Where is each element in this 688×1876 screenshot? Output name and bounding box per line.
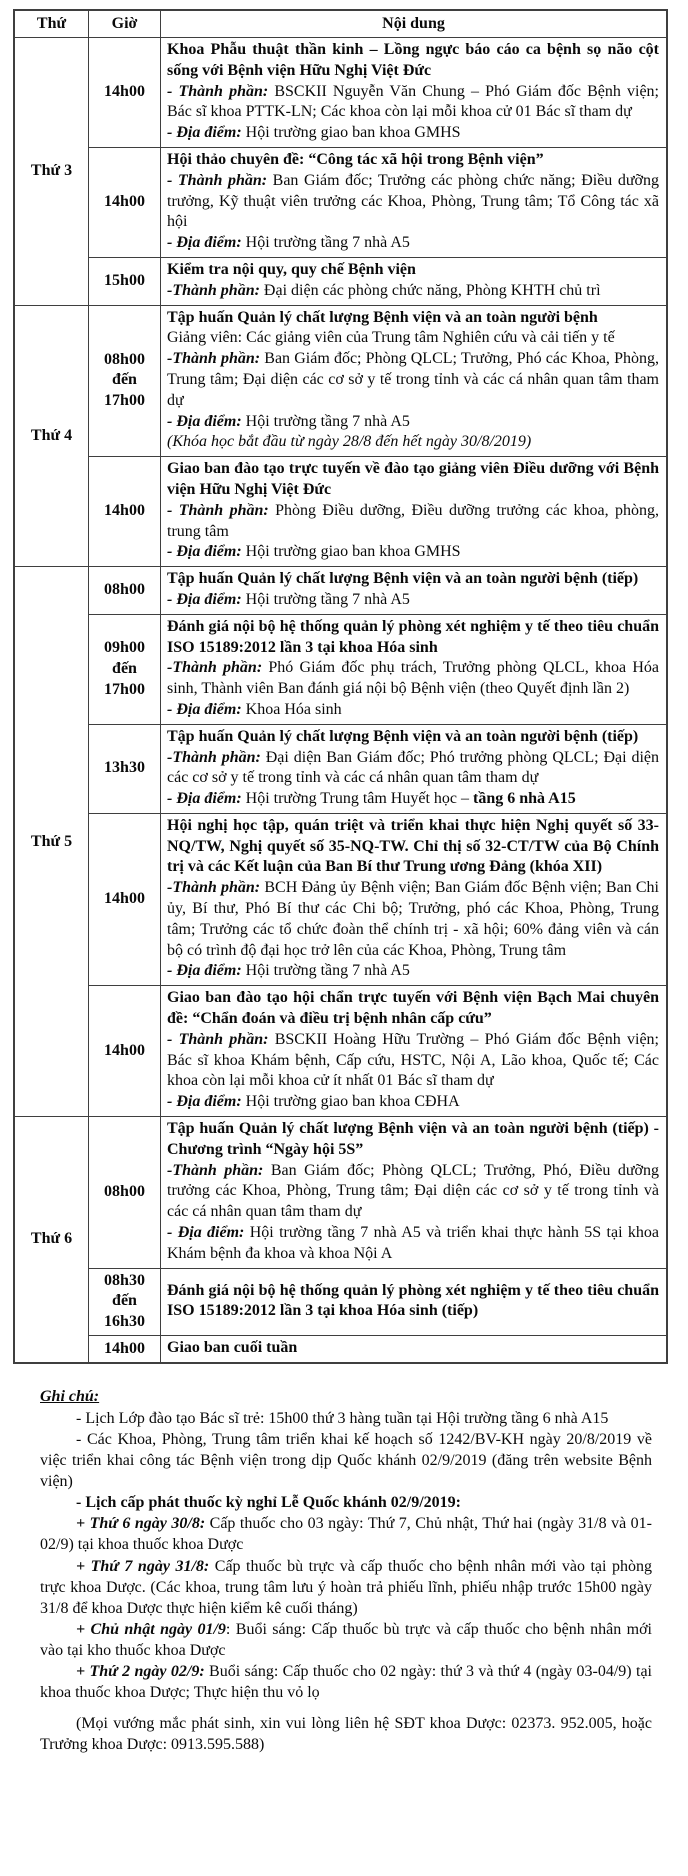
paragraph (167, 501, 659, 543)
event-row (14, 813, 667, 985)
text-segment: - Địa điểm: (167, 590, 246, 608)
paragraph (167, 1338, 659, 1359)
paragraph (167, 432, 659, 453)
text-segment: - Lịch cấp phát thuốc kỳ nghỉ Lễ Quốc khánh 02/9/2019: (76, 1494, 461, 1512)
paragraph (167, 82, 659, 124)
text-segment: Hội trường tầng 7 nhà A5 và triển khai thực hành 5S tại khoa Khám bệnh đa khoa và khoa Nội A (167, 1224, 659, 1262)
day-cell: Thứ 5 (14, 567, 89, 1117)
text-segment: Cấp thuốc cho 03 ngày: Thứ 7, Chủ nhật, Thứ hai (ngày 31/8 và 01-02/9) tại khoa thuốc khoa Dược (40, 1515, 652, 1554)
text-segment: - Địa điểm: (167, 124, 246, 142)
time-cell (89, 257, 161, 305)
paragraph (167, 569, 659, 590)
paragraph (167, 1161, 659, 1223)
text-segment: Giảng viên: Các giảng viên của Trung tâm Nghiên cứu và cải tiến y tế (167, 329, 615, 347)
content-cell (161, 38, 668, 148)
paragraph (167, 1092, 659, 1113)
text-segment: -Thành phần: (167, 281, 264, 299)
event-row (14, 38, 667, 148)
text-segment: - Thành phần: (167, 82, 275, 100)
text-segment: Hội thảo chuyên đề: “Công tác xã hội trong Bệnh viện” (167, 150, 544, 168)
time-line: đến (112, 659, 137, 677)
day-cell: Thứ 6 (14, 1117, 89, 1363)
paragraph (167, 816, 659, 878)
time-cell (89, 1336, 161, 1363)
time-line: 14h00 (104, 1339, 145, 1357)
notes-list (40, 1408, 652, 1756)
time-cell (89, 986, 161, 1117)
text-segment: - Địa điểm: (167, 962, 246, 980)
day-cell: Thứ 3 (14, 38, 89, 306)
text-segment: Hội trường giao ban khoa GMHS (245, 124, 461, 142)
time-cell (89, 813, 161, 985)
text-segment: - Địa điểm: (167, 700, 246, 718)
text-segment: - Địa điểm: (167, 234, 246, 252)
time-line: 17h00 (104, 392, 145, 410)
text-segment: BSCKII Hoàng Hữu Trường – Phó Giám đốc Bệnh viện; Bác sĩ khoa Khám bệnh, Cấp cứu, HSTC, Nội A, Lão khoa, Quốc tế; Các khoa còn lại mỗi khoa cử ít nhất 01 Bác sĩ tham dự (167, 1030, 660, 1090)
content-cell (161, 1268, 668, 1335)
time-cell (89, 305, 161, 457)
text-segment: + Chủ nhật ngày 01/9 (76, 1620, 226, 1638)
paragraph (167, 878, 659, 961)
text-segment: Ban Giám đốc; Phòng QLCL; Trưởng, Phó các Khoa, Phòng, Trung tâm; Đại diện các cơ sở y tế trong tỉnh và các cá nhân quan tâm tham dự (167, 350, 660, 409)
paragraph (167, 658, 659, 700)
event-row (14, 567, 667, 615)
text-segment: Buổi sáng: Cấp thuốc cho 02 ngày: thứ 3 và thứ 4 (ngày 03-04/9) tại khoa thuốc khoa Dược; Thực hiện thu vỏ lọ (40, 1663, 652, 1702)
text-segment: - Địa điểm: (167, 1093, 246, 1111)
text-segment: : Buổi sáng: Cấp thuốc bù trực và cấp thuốc cho bệnh nhân mới vào tại kho thuốc khoa Dược (40, 1620, 652, 1660)
text-segment: (Mọi vướng mắc phát sinh, xin vui lòng liên hệ SĐT khoa Dược: 02373. 952.005, hoặc Trưởng khoa Dược: 0913.595.588) (40, 1715, 652, 1754)
text-segment: Giao ban đào tạo hội chẩn trực tuyến với Bệnh viện Bạch Mai chuyên đề: “Chẩn đoán và điều trị bệnh nhân cấp cứu” (167, 989, 659, 1028)
paragraph (167, 748, 659, 790)
note-paragraph (40, 1513, 652, 1555)
paragraph (167, 1030, 659, 1092)
time-line: 14h00 (104, 1041, 145, 1059)
text-segment: - Lịch Lớp đào tạo Bác sĩ trẻ: 15h00 thứ 3 hàng tuần tại Hội trường tầng 6 nhà A15 (76, 1409, 609, 1427)
header-day: Thứ (14, 10, 89, 38)
paragraph (167, 789, 659, 810)
content-cell (161, 614, 668, 724)
time-cell (89, 724, 161, 813)
text-segment: Đánh giá nội bộ hệ thống quản lý phòng xét nghiệm y tế theo tiêu chuẩn ISO 15189:2012 lần 3 tại khoa Hóa sinh (tiếp) (167, 1281, 659, 1320)
time-line: 14h00 (104, 193, 145, 211)
paragraph (167, 617, 659, 659)
text-segment: Hội trường tầng 7 nhà A5 (245, 962, 410, 980)
event-row (14, 147, 667, 257)
note-paragraph (40, 1556, 652, 1619)
note-paragraph (40, 1408, 652, 1429)
schedule-header (14, 10, 667, 38)
time-cell (89, 1268, 161, 1335)
header-content: Nội dung (161, 10, 668, 38)
text-segment: -Thành phần: (167, 748, 266, 766)
paragraph (167, 281, 659, 302)
time-cell (89, 457, 161, 567)
paragraph (167, 412, 659, 433)
text-segment: -Thành phần: (167, 659, 269, 677)
time-cell (89, 567, 161, 615)
time-line: 13h30 (104, 759, 145, 777)
text-segment: Đại diện Ban Giám đốc; Phó trưởng phòng QLCL; Đại diện các cơ sở y tế trong tỉnh và các cá nhân quan tâm tham dự (167, 748, 660, 787)
text-segment: - Thành phần: (167, 171, 273, 189)
text-segment: - Thành phần: (167, 1030, 275, 1048)
text-segment: - Thành phần: (167, 501, 276, 519)
time-line: đến (112, 1292, 137, 1310)
text-segment: - Các Khoa, Phòng, Trung tâm triển khai kế hoạch số 1242/BV-KH ngày 20/8/2019 về việc triển khai công tác Bệnh viện trong dịp Quốc khánh 02/9/2019 (đăng trên website Bệnh viện) (40, 1430, 652, 1491)
text-segment: Hội nghị học tập, quán triệt và triển khai thực hiện Nghị quyết số 33-NQ/TW, Nghị quyết số 35-NQ-TW. Chỉ thị số 32-CT/TW của Bộ Chính trị và các Kết luận của Ban Bí thư Trung ương Đảng (khóa XII) (167, 816, 659, 876)
time-cell (89, 147, 161, 257)
time-line: 15h00 (104, 271, 145, 289)
paragraph (167, 1281, 659, 1323)
text-segment: tầng 6 nhà A15 (473, 790, 576, 808)
content-cell (161, 813, 668, 985)
content-cell (161, 1336, 668, 1363)
text-segment: Hội trường tầng 7 nhà A5 (245, 412, 410, 430)
text-segment: Khoa Phẫu thuật thần kinh – Lồng ngực báo cáo ca bệnh sọ não cột sống với Bệnh viện Hữu Nghị Việt Đức (167, 41, 659, 79)
note-paragraph (40, 1713, 652, 1755)
paragraph (167, 40, 659, 82)
event-row (14, 305, 667, 457)
paragraph (167, 1119, 659, 1161)
paragraph (167, 1223, 659, 1265)
text-segment: - Địa điểm: (167, 790, 246, 808)
time-line: 09h00 (104, 639, 145, 657)
paragraph (167, 308, 659, 329)
time-line: 16h30 (104, 1313, 145, 1331)
schedule-table (13, 9, 668, 1364)
text-segment: - Địa điểm: (167, 543, 246, 561)
text-segment: Tập huấn Quản lý chất lượng Bệnh viện và an toàn người bệnh (tiếp) (167, 570, 639, 588)
paragraph (167, 123, 659, 144)
text-segment: Đánh giá nội bộ hệ thống quản lý phòng xét nghiệm y tế theo tiêu chuẩn ISO 15189:2012 lần 3 tại khoa Hóa sinh (167, 617, 659, 656)
time-line: 08h30 (104, 1271, 145, 1289)
event-row (14, 1336, 667, 1363)
text-segment: -Thành phần: (167, 350, 265, 368)
content-cell (161, 986, 668, 1117)
content-cell (161, 1117, 668, 1269)
text-segment: - Địa điểm: (167, 412, 246, 430)
text-segment: Tập huấn Quản lý chất lượng Bệnh viện và an toàn người bệnh (tiếp) (167, 727, 639, 745)
text-segment: Hội trường giao ban khoa GMHS (245, 543, 461, 561)
text-segment: Tập huấn Quản lý chất lượng Bệnh viện và an toàn người bệnh (tiếp) - Chương trình “Ngày hội 5S” (167, 1120, 659, 1158)
time-line: 14h00 (104, 83, 145, 101)
content-cell (161, 147, 668, 257)
paragraph (167, 150, 659, 171)
note-paragraph (40, 1619, 652, 1661)
time-line: 14h00 (104, 502, 145, 520)
text-segment: Tập huấn Quản lý chất lượng Bệnh viện và an toàn người bệnh (167, 308, 598, 326)
text-segment: Giao ban cuối tuần (167, 1339, 298, 1357)
text-segment: Phó Giám đốc phụ trách, Trưởng phòng QLCL, khoa Hóa sinh, Thành viên Ban đánh giá nội bộ Bệnh viện (theo Quyết định lần 2) (167, 659, 660, 698)
paragraph (167, 459, 659, 501)
text-segment: + Thứ 2 ngày 02/9: (76, 1663, 210, 1681)
text-segment: Phòng Điều dưỡng, Điều dưỡng trưởng các khoa, phòng, trung tâm (167, 501, 659, 540)
text-segment: - Địa điểm: (167, 1224, 250, 1242)
text-segment: Hội trường tầng 7 nhà A5 (245, 234, 410, 252)
time-line: 08h00 (104, 581, 145, 599)
event-row (14, 257, 667, 305)
text-segment: BSCKII Nguyễn Văn Chung – Phó Giám đốc Bệnh viện; Bác sĩ khoa PTTK-LN; Các khoa còn lại mỗi khoa cử 01 Bác sĩ tham dự (167, 82, 659, 121)
content-cell (161, 724, 668, 813)
text-segment: Khoa Hóa sinh (245, 700, 342, 718)
note-paragraph (40, 1492, 652, 1513)
paragraph (167, 988, 659, 1030)
text-segment: Cấp thuốc bù trực và cấp thuốc cho bệnh nhân mới vào tại phòng trực khoa Dược. (Các khoa, trung tâm lưu ý hoàn trả phiếu lĩnh, phiếu nhập trước 15h00 ngày 31/8 để khoa Dược thực hiện kiểm kê cuối tháng) (40, 1557, 653, 1617)
note-paragraph (40, 1661, 652, 1703)
time-line: 08h00 (104, 1182, 145, 1200)
paragraph (167, 542, 659, 563)
note-paragraph (40, 1429, 652, 1492)
notes-heading: Ghi chú: (40, 1387, 100, 1405)
text-segment: Ban Giám đốc; Trưởng các phòng chức năng; Điều dưỡng trưởng, Kỹ thuật viên trưởng các Khoa, Phòng, Trung tâm; Tổ Công tác xã hội (167, 171, 659, 231)
paragraph (167, 727, 659, 748)
time-line: 08h00 (104, 350, 145, 368)
event-row (14, 457, 667, 567)
time-line: 17h00 (104, 680, 145, 698)
header-time: Giờ (89, 10, 161, 38)
text-segment: Đại diện các phòng chức năng, Phòng KHTH chủ trì (263, 281, 601, 299)
paragraph (167, 700, 659, 721)
time-line: 14h00 (104, 890, 145, 908)
text-segment: -Thành phần: (167, 1161, 271, 1179)
paragraph (167, 260, 659, 281)
time-cell (89, 38, 161, 148)
event-row (14, 1117, 667, 1269)
paragraph (167, 171, 659, 233)
text-segment: (Khóa học bắt đầu từ ngày 28/8 đến hết ngày 30/8/2019) (167, 433, 532, 451)
paragraph (167, 328, 659, 349)
content-cell (161, 305, 668, 457)
text-segment: Hội trường Trung tâm Huyết học – (245, 790, 474, 808)
text-segment: -Thành phần: (167, 879, 265, 897)
text-segment: BCH Đảng ủy Bệnh viện; Ban Giám đốc Bệnh viện; Ban Chi ủy, Bí thư, Phó Bí thư các Chi bộ; Trưởng, phó các Khoa, Phòng, Trung tâm; Trưởng các tổ chức đoàn thể chính trị - xã hội; 60% đảng viên và cán bộ có trình độ đại học trở lên của các Khoa, Phòng, Trung tâm (167, 879, 660, 959)
paragraph (167, 233, 659, 254)
text-segment: Giao ban đào tạo trực tuyến về đào tạo giảng viên Điều dưỡng với Bệnh viện Hữu Nghị Việt Đức (167, 460, 659, 498)
text-segment: Kiểm tra nội quy, quy chế Bệnh viện (167, 260, 416, 278)
event-row (14, 724, 667, 813)
time-line: đến (112, 371, 137, 389)
text-segment: + Thứ 7 ngày 31/8: (76, 1557, 215, 1575)
event-row (14, 614, 667, 724)
paragraph (167, 961, 659, 982)
schedule-body (14, 38, 667, 1363)
content-cell (161, 457, 668, 567)
content-cell (161, 257, 668, 305)
content-cell (161, 567, 668, 615)
event-row (14, 986, 667, 1117)
text-segment: Hội trường giao ban khoa CĐHA (245, 1093, 460, 1111)
event-row (14, 1268, 667, 1335)
text-segment: Hội trường tầng 7 nhà A5 (245, 590, 410, 608)
day-cell: Thứ 4 (14, 305, 89, 567)
notes-section (40, 1388, 652, 1756)
paragraph (167, 590, 659, 611)
text-segment: Ban Giám đốc; Phòng QLCL; Trưởng, Phó, Điều dưỡng trưởng các Khoa, Phòng, Trung tâm; Đại diện các cơ sở y tế trong tỉnh và các cá nhân quan tâm tham dự (167, 1161, 660, 1221)
header-row (14, 10, 667, 38)
time-cell (89, 1117, 161, 1269)
text-segment: + Thứ 6 ngày 30/8: (76, 1515, 210, 1533)
paragraph (167, 349, 659, 411)
time-cell (89, 614, 161, 724)
